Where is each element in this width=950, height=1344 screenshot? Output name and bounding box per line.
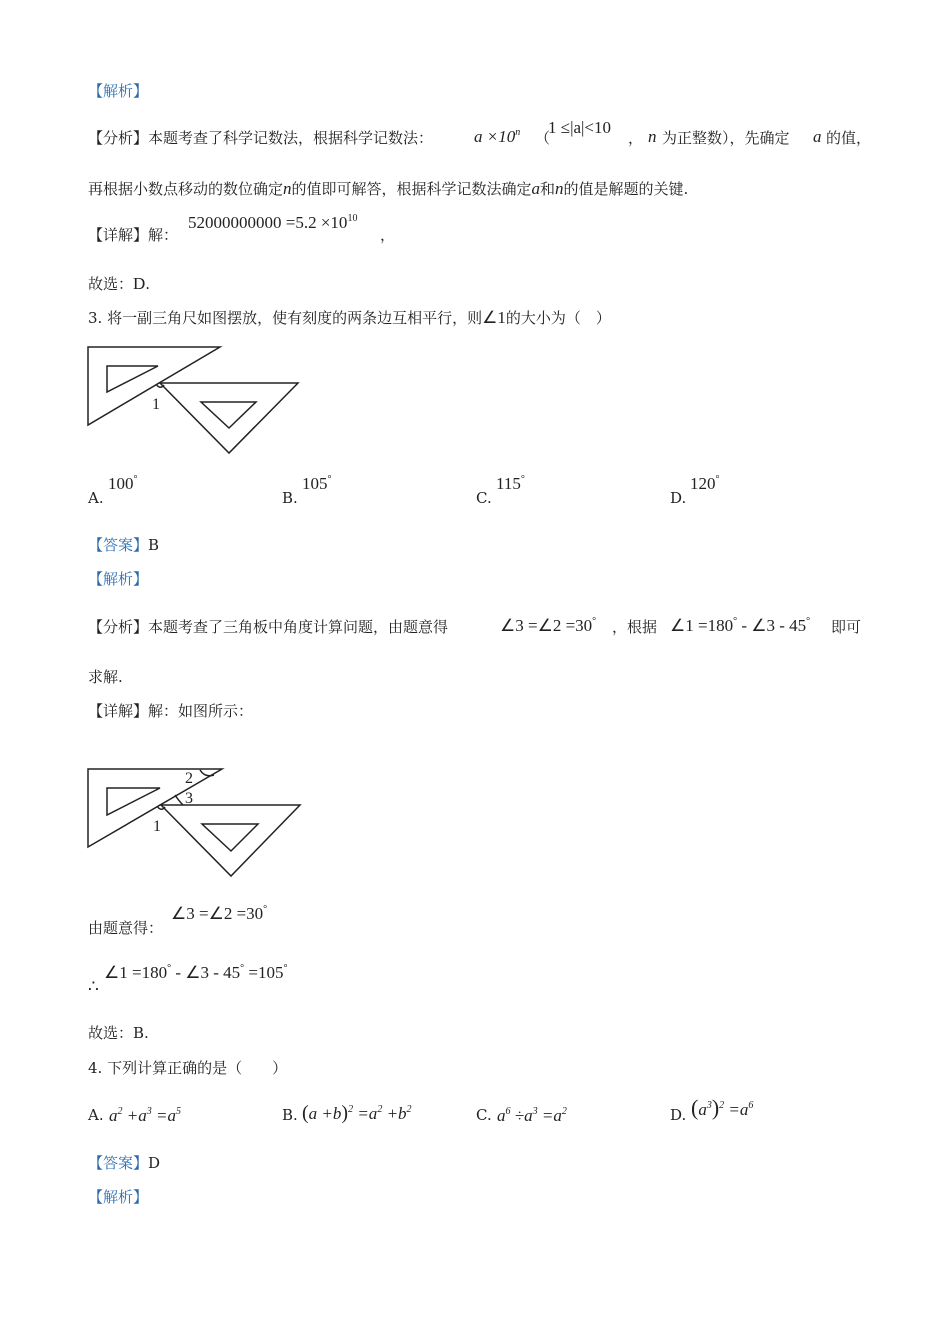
figure2-label-3: 3 bbox=[185, 790, 193, 807]
var-n: n bbox=[283, 179, 292, 198]
answer-value: B bbox=[148, 536, 160, 554]
figure-label-1: 1 bbox=[152, 396, 160, 413]
analysis-heading-q4: 【解析】 bbox=[88, 1188, 149, 1206]
q3-detail-line: 【详解】解：如图所示： bbox=[88, 702, 254, 720]
q4-option-a-letter: A. bbox=[88, 1106, 104, 1124]
answer-label: 【答案】 bbox=[88, 1154, 149, 1172]
youti-equation: ∠3 =∠2 =30° bbox=[171, 904, 268, 923]
var-n: n bbox=[648, 127, 657, 146]
q3-eq2: ∠1 =180° - ∠3 - 45° bbox=[670, 616, 811, 635]
q3-analysis-line2: 求解. bbox=[88, 668, 123, 686]
comma: ， bbox=[628, 129, 644, 147]
youti-label: 由题意得： bbox=[88, 919, 164, 937]
q3-analysis-line1: 【分析】本题考查了三角板中角度计算问题，由题意得 bbox=[88, 618, 449, 636]
q3-analysis-text-b: ，根据 bbox=[612, 618, 658, 636]
q3-choose-line: 故选：B. bbox=[88, 1024, 149, 1042]
detail-line: 【详解】解： bbox=[88, 226, 179, 244]
comma: ， bbox=[380, 226, 396, 244]
q3-eq1: ∠3 =∠2 =30° bbox=[500, 616, 597, 635]
q4-option-b-letter: B. bbox=[282, 1106, 298, 1124]
analysis-text: 本题考查了科学记数法，根据科学记数法： bbox=[148, 129, 434, 147]
figure2-label-1: 1 bbox=[153, 818, 161, 835]
analysis-heading-q3: 【解析】 bbox=[88, 570, 149, 588]
analysis-text-b: 为正整数），先确定 bbox=[662, 129, 790, 147]
q4-option-d-letter: D. bbox=[670, 1106, 687, 1124]
q4-option-b-formula: $(a +b)^2 =a^2 +b^2$ bbox=[302, 1102, 412, 1124]
angle-1-symbol: ∠1 bbox=[482, 308, 506, 327]
q4-option-c-letter: C. bbox=[476, 1106, 492, 1124]
choose-line: 故选：D. bbox=[88, 274, 151, 293]
detail-label: 【详解】 bbox=[88, 226, 149, 244]
q4-option-d-formula: $(a^3)^2 =a^6$ bbox=[691, 1095, 754, 1120]
option-b-value: 105° bbox=[302, 474, 332, 493]
option-c-letter: C. bbox=[476, 489, 492, 507]
question-4-stem: 4. 下列计算正确的是（ ） bbox=[88, 1059, 288, 1077]
option-d-letter: D. bbox=[670, 489, 687, 507]
var-a: a bbox=[813, 127, 822, 146]
analysis-heading: 【解析】 bbox=[88, 82, 149, 100]
var-a: a bbox=[531, 179, 541, 198]
q4-option-a-formula: $a^2 +a^3 =a^5$ bbox=[109, 1106, 181, 1125]
answer-line-q4 bbox=[88, 1156, 160, 1171]
sci-notation-formula: $a \times 10^n$ bbox=[474, 127, 521, 146]
option-d-value: 120° bbox=[690, 474, 720, 493]
question-3-stem: 3. 将一副三角尺如图摆放，使有刻度的两条边互相平行，则∠1的大小为（ ） bbox=[88, 308, 611, 327]
choose-answer: D bbox=[133, 274, 146, 293]
analysis-paragraph-line2: 再根据小数点移动的数位确定n的值即可解答，根据科学记数法确定a和n的值是解题的关键. bbox=[88, 179, 689, 198]
paren-open: （ bbox=[535, 129, 551, 147]
figure2-label-2: 2 bbox=[185, 770, 193, 787]
analysis-label: 【分析】 bbox=[88, 129, 149, 147]
range-formula: 1 ≤|a|<10 bbox=[548, 118, 612, 137]
q3-analysis-text-c: 即可 bbox=[831, 618, 862, 636]
answer-label: 【答案】 bbox=[88, 536, 149, 554]
detail-formula: $52000000000 =5.2 \times 10^{10}$ bbox=[188, 213, 358, 232]
analysis-text-c: 的值， bbox=[826, 129, 872, 147]
option-c-value: 115° bbox=[496, 474, 525, 493]
var-n: n bbox=[555, 179, 564, 198]
option-b-letter: B. bbox=[282, 489, 298, 507]
therefore-equation: ∠1 =180° - ∠3 - 45° =105° bbox=[104, 963, 288, 982]
therefore-symbol: ∴ bbox=[88, 977, 99, 997]
q4-option-c-formula: $a^6 \div a^3 =a^2$ bbox=[497, 1106, 567, 1125]
option-a-letter: A. bbox=[88, 489, 104, 507]
answer-value: D bbox=[148, 1154, 161, 1172]
option-a-value: 100° bbox=[108, 474, 138, 493]
